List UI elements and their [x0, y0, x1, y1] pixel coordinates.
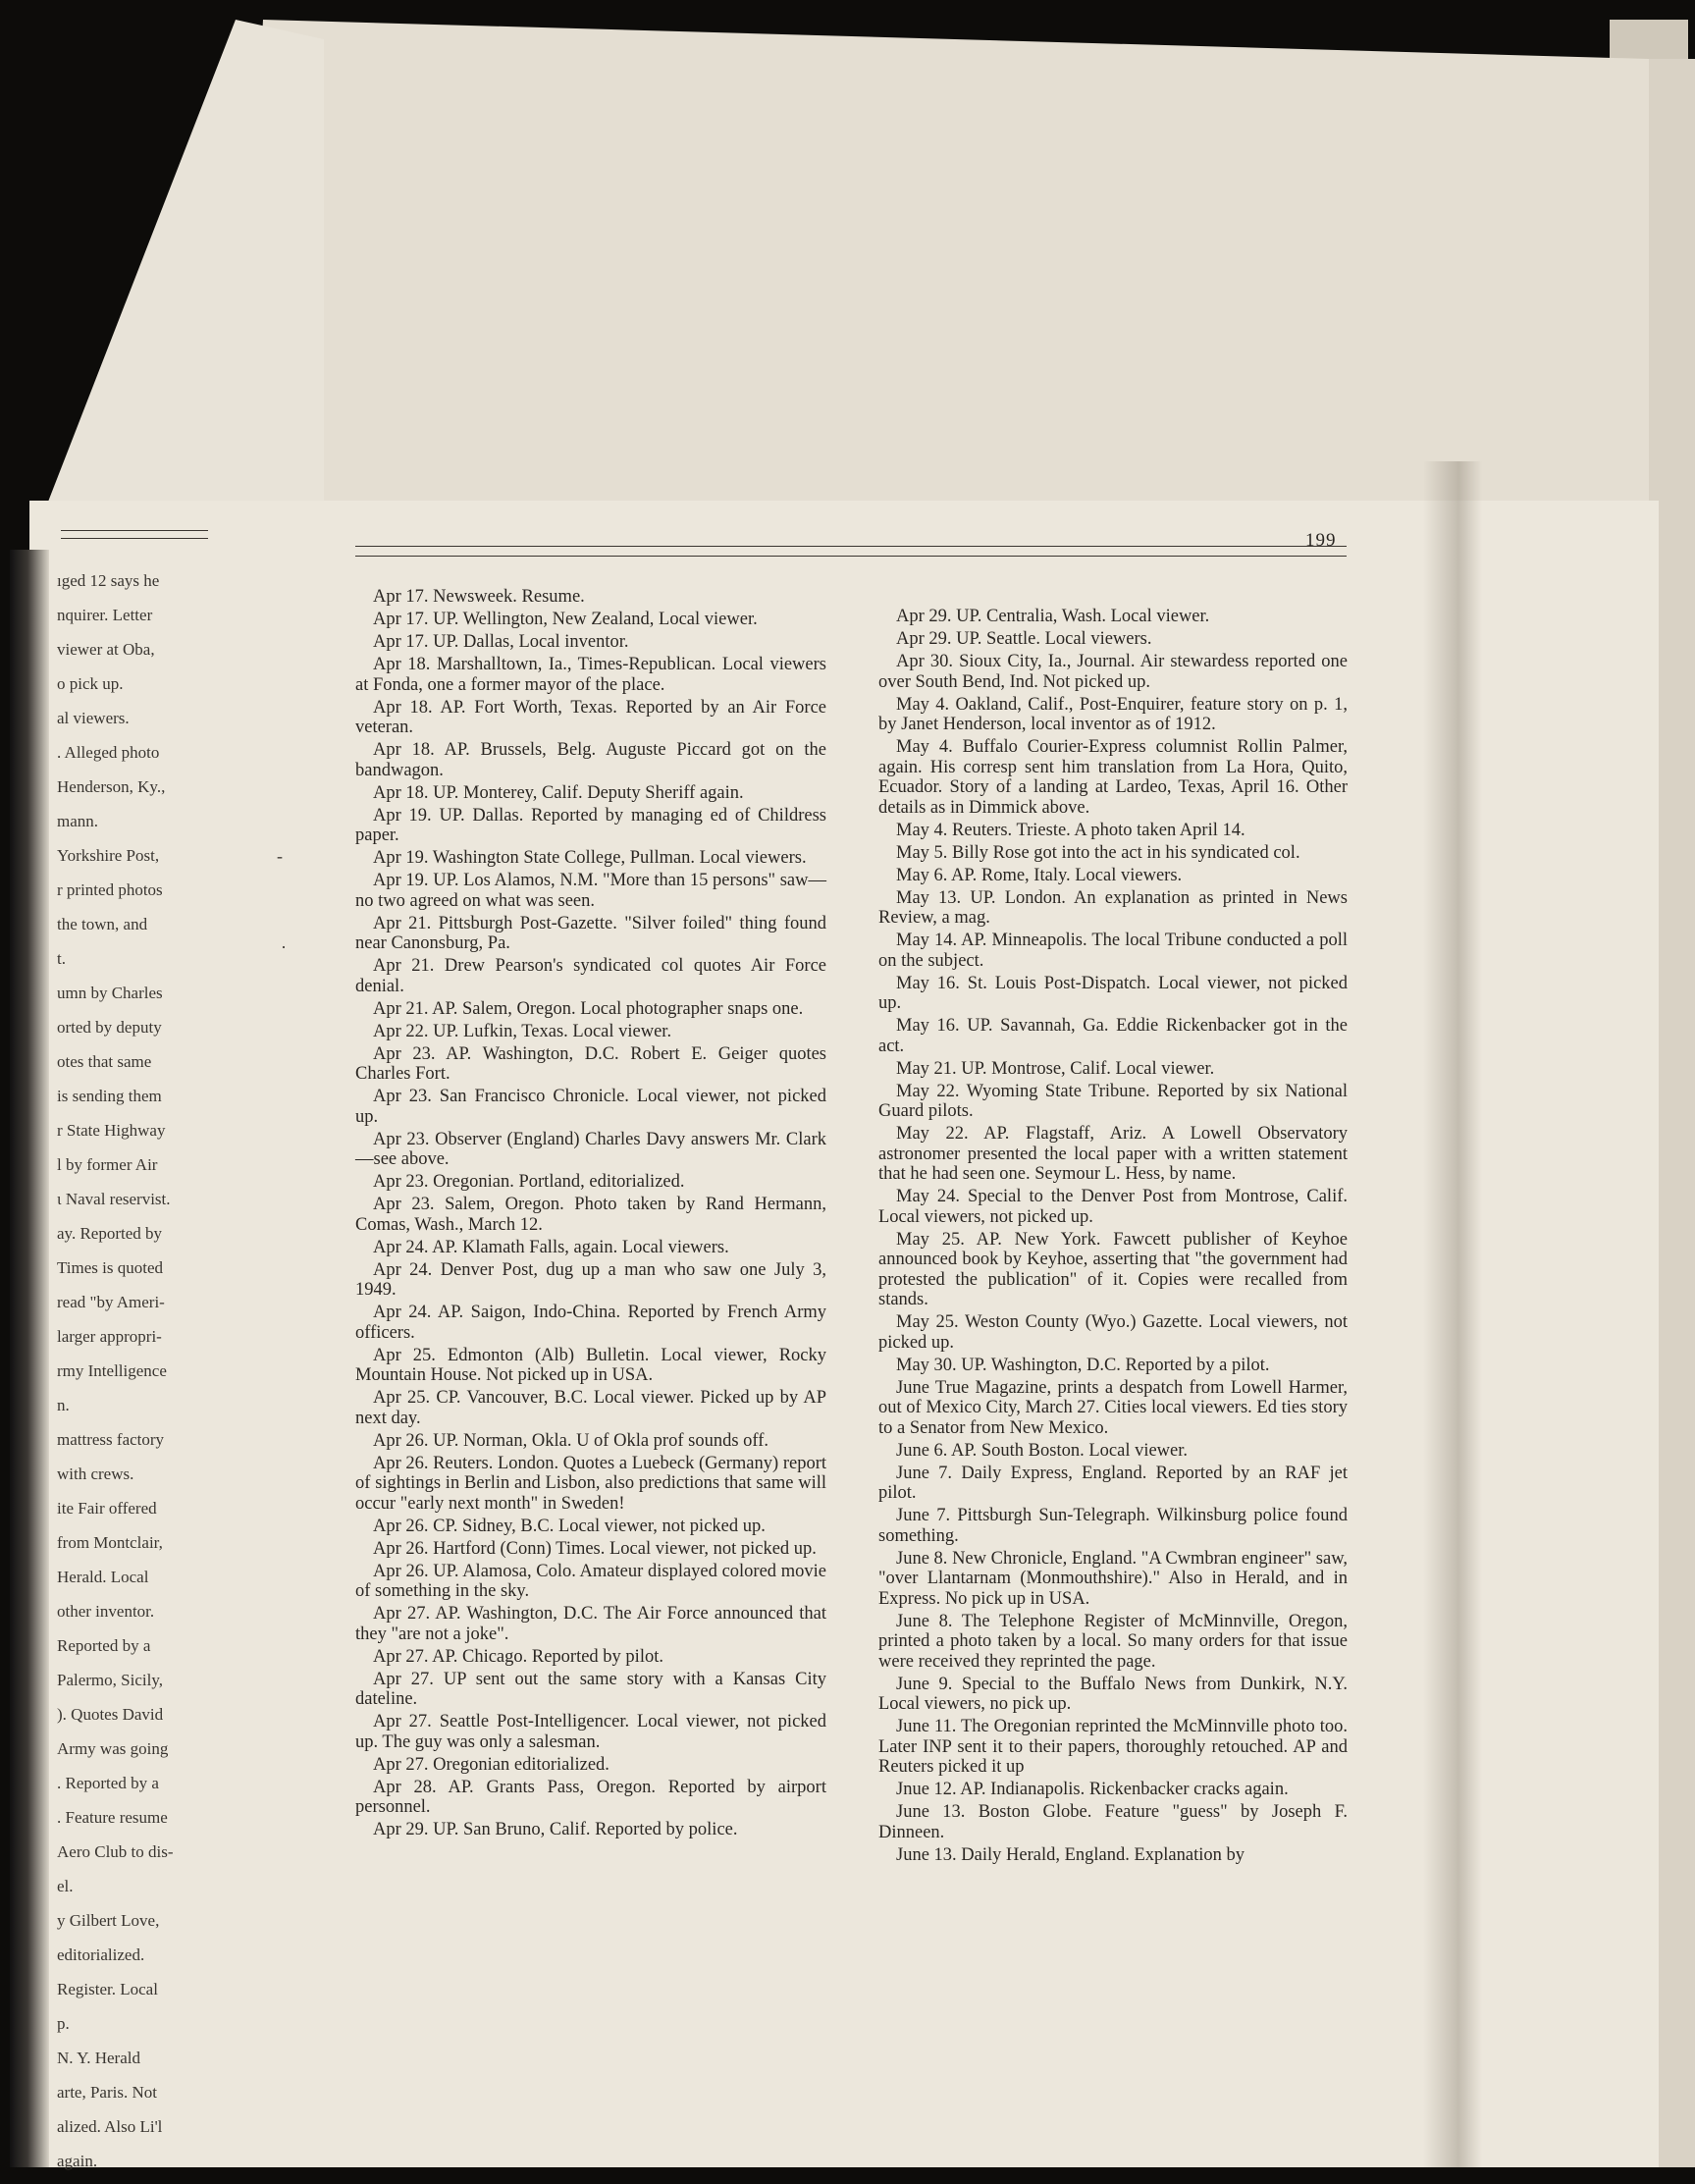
entry-paragraph: June 8. New Chronicle, England. "A Cwmbran engineer" saw, "over Llantarnam (Monmouthshire)." Also in Herald, and in Express. No pick up in USA.	[878, 1548, 1348, 1609]
top-sheet-fold	[236, 20, 1649, 510]
entry-paragraph: Apr 17. Newsweek. Resume.	[373, 587, 585, 607]
entry-paragraph: Apr 26. CP. Sidney, B.C. Local viewer, not picked up.	[373, 1516, 766, 1536]
entry-paragraph: Apr 18. AP. Fort Worth, Texas. Reported by an Air Force veteran.	[355, 697, 826, 737]
left-fragment-line: al viewers.	[57, 709, 130, 727]
left-fragment-line: Herald. Local	[57, 1568, 149, 1586]
left-fragment-line: Yorkshire Post,	[57, 846, 160, 865]
entry-paragraph: Apr 17. UP. Dallas, Local inventor.	[373, 632, 629, 652]
entry-paragraph: Apr 29. UP. Centralia, Wash. Local viewer.	[896, 607, 1210, 626]
entry-paragraph: Apr 26. Reuters. London. Quotes a Luebeck (Germany) report of sightings in Berlin and Lisbon, also predictions that same will occur "early next month" in Sweden!	[355, 1453, 826, 1514]
left-fragment-line: mann.	[57, 812, 99, 830]
entry-paragraph: Apr 28. AP. Grants Pass, Oregon. Reported by airport personnel.	[355, 1777, 826, 1817]
entry-paragraph: Apr 30. Sioux City, Ia., Journal. Air stewardess reported one over South Bend, Ind. Not picked up.	[878, 652, 1348, 692]
gutter-shadow	[1423, 461, 1482, 2167]
left-fragment-line: ıged 12 says he	[57, 571, 160, 590]
entry-paragraph: Apr 25. Edmonton (Alb) Bulletin. Local viewer, Rocky Mountain House. Not picked up in USA.	[355, 1345, 826, 1385]
entry-paragraph: Apr 23. Oregonian. Portland, editorialized.	[373, 1172, 685, 1192]
entry-paragraph: June 7. Pittsburgh Sun-Telegraph. Wilkinsburg police found something.	[878, 1506, 1348, 1546]
left-fragment-line: rmy Intelligence	[57, 1361, 167, 1380]
entry-paragraph: Apr 27. AP. Chicago. Reported by pilot.	[373, 1646, 663, 1667]
left-fragment-line: again.	[57, 2152, 98, 2170]
left-fragment-line: with crews.	[57, 1465, 134, 1483]
header-rule-top	[355, 546, 1347, 547]
entry-paragraph: May 21. UP. Montrose, Calif. Local viewer.	[896, 1058, 1215, 1079]
left-fragment-line: mattress factory	[57, 1430, 165, 1449]
left-fragment-line: y Gilbert Love,	[57, 1911, 160, 1930]
mark-dash: -	[277, 846, 283, 866]
left-fragment-line: . Feature resume	[57, 1808, 168, 1827]
left-fragment-line: t.	[57, 949, 66, 968]
entry-paragraph: Apr 24. AP. Saigon, Indo-China. Reported by French Army officers.	[355, 1303, 826, 1343]
entry-paragraph: Apr 19. Washington State College, Pullman. Local viewers.	[373, 848, 807, 868]
entry-paragraph: Jnue 12. AP. Indianapolis. Rickenbacker cracks again.	[896, 1780, 1289, 1799]
entry-paragraph: June 11. The Oregonian reprinted the McMinnville photo too. Later INP sent it to their papers, thoroughly retouched. AP and Reuters picked it up	[878, 1717, 1348, 1777]
left-fragment-line: editorialized.	[57, 1945, 145, 1964]
entry-paragraph: Apr 21. AP. Salem, Oregon. Local photographer snaps one.	[373, 998, 804, 1019]
entry-paragraph: Apr 27. Seattle Post-Intelligencer. Local viewer, not picked up. The guy was only a salesman.	[355, 1712, 826, 1752]
right-column	[878, 607, 1348, 1868]
entry-paragraph: May 6. AP. Rome, Italy. Local viewers.	[896, 865, 1183, 885]
left-fragment-line: read "by Ameri-	[57, 1293, 165, 1311]
page-number: 199	[1305, 530, 1337, 551]
left-fragment-line: Reported by a	[57, 1636, 151, 1655]
left-fragment-line: n.	[57, 1396, 70, 1414]
entry-paragraph: May 22. Wyoming State Tribune. Reported by six National Guard pilots.	[878, 1081, 1348, 1121]
entry-paragraph: Apr 23. Salem, Oregon. Photo taken by Rand Hermann, Comas, Wash., March 12.	[355, 1195, 826, 1235]
entry-paragraph: May 13. UP. London. An explanation as printed in News Review, a mag.	[878, 887, 1348, 928]
left-fragment-line: r printed photos	[57, 880, 163, 899]
left-fragment-line: r State Highway	[57, 1121, 166, 1140]
entry-paragraph: Apr 29. UP. San Bruno, Calif. Reported by police.	[373, 1820, 738, 1839]
entry-paragraph: Apr 24. AP. Klamath Falls, again. Local viewers.	[373, 1237, 729, 1257]
left-fragment-line: . Reported by a	[57, 1774, 159, 1792]
entry-paragraph: May 22. AP. Flagstaff, Ariz. A Lowell Observatory astronomer presented the local paper with a written statement that he had seen one. Seymour L. Hess, by name.	[878, 1124, 1348, 1184]
mark-dot: ·	[281, 937, 287, 957]
entry-paragraph: May 30. UP. Washington, D.C. Reported by a pilot.	[896, 1355, 1270, 1375]
entry-paragraph: Apr 29. UP. Seattle. Local viewers.	[896, 629, 1152, 649]
left-fragment-line: l by former Air	[57, 1155, 158, 1174]
header-rule-bottom	[355, 556, 1347, 557]
entry-paragraph: May 24. Special to the Denver Post from Montrose, Calif. Local viewers, not picked up.	[878, 1187, 1348, 1227]
left-fragment-line: ite Fair offered	[57, 1499, 157, 1518]
left-fragment-line: Register. Local	[57, 1980, 158, 1998]
entry-paragraph: June 8. The Telephone Register of McMinnville, Oregon, printed a photo taken by a local. So many orders for that issue were received they reprinted the page.	[878, 1611, 1348, 1672]
entry-paragraph: Apr 21. Drew Pearson's syndicated col quotes Air Force denial.	[355, 956, 826, 996]
left-fragment-line: N. Y. Herald	[57, 2049, 140, 2067]
entry-paragraph: Apr 27. Oregonian editorialized.	[373, 1754, 609, 1775]
left-fragment-line: ay. Reported by	[57, 1224, 163, 1243]
left-fragment-line: nquirer. Letter	[57, 606, 153, 624]
book-page	[29, 501, 1659, 2167]
entry-paragraph: Apr 23. Observer (England) Charles Davy answers Mr. Clark—see above.	[355, 1129, 826, 1169]
entry-paragraph: May 16. St. Louis Post-Dispatch. Local viewer, not picked up.	[878, 973, 1348, 1013]
entry-paragraph: Apr 23. AP. Washington, D.C. Robert E. Geiger quotes Charles Fort.	[355, 1043, 826, 1084]
left-fragment-line: Aero Club to dis-	[57, 1842, 174, 1861]
entry-paragraph: Apr 27. UP sent out the same story with a Kansas City dateline.	[355, 1669, 826, 1709]
left-fragment-line: ι Naval reservist.	[57, 1190, 171, 1208]
entry-paragraph: June 9. Special to the Buffalo News from Dunkirk, N.Y. Local viewers, no pick up.	[878, 1674, 1348, 1714]
left-fragment-line: umn by Charles	[57, 984, 163, 1002]
left-fragment-line: alized. Also Li'l	[57, 2117, 163, 2136]
entry-paragraph: Apr 22. UP. Lufkin, Texas. Local viewer.	[373, 1021, 672, 1041]
entry-paragraph: May 4. Reuters. Trieste. A photo taken April 14.	[896, 820, 1245, 840]
entry-paragraph: Apr 26. UP. Norman, Okla. U of Okla prof sounds off.	[373, 1430, 769, 1451]
left-fragment-line: Army was going	[57, 1739, 169, 1758]
entry-paragraph: May 16. UP. Savannah, Ga. Eddie Rickenbacker got in the act.	[878, 1016, 1348, 1056]
entry-paragraph: Apr 17. UP. Wellington, New Zealand, Local viewer.	[373, 610, 758, 629]
entry-paragraph: May 25. AP. New York. Fawcett publisher of Keyhoe announced book by Keyhoe, asserting that "the government had protested the publication" of it. Copies were recalled from stands.	[878, 1229, 1348, 1309]
entry-paragraph: June 7. Daily Express, England. Reported by an RAF jet pilot.	[878, 1463, 1348, 1503]
entry-paragraph: June 13. Boston Globe. Feature "guess" by Joseph F. Dinneen.	[878, 1802, 1348, 1842]
middle-column	[355, 587, 826, 1842]
left-fragment-line: Palermo, Sicily,	[57, 1671, 163, 1689]
left-fragment-line: is sending them	[57, 1087, 162, 1105]
left-fragment-line: the town, and	[57, 915, 148, 933]
entry-paragraph: Apr 21. Pittsburgh Post-Gazette. "Silver foiled" thing found near Canonsburg, Pa.	[355, 913, 826, 953]
left-fragment-line: orted by deputy	[57, 1018, 162, 1037]
entry-paragraph: May 5. Billy Rose got into the act in his syndicated col.	[896, 842, 1300, 863]
left-fragment-line: viewer at Oba,	[57, 640, 155, 659]
entry-paragraph: Apr 24. Denver Post, dug up a man who saw one July 3, 1949.	[355, 1259, 826, 1300]
left-fragment-line: el.	[57, 1877, 74, 1895]
entry-paragraph: Apr 27. AP. Washington, D.C. The Air Force announced that they "are not a joke".	[355, 1604, 826, 1644]
entry-paragraph: June 6. AP. South Boston. Local viewer.	[896, 1440, 1189, 1461]
left-fragment-line: larger appropri-	[57, 1327, 162, 1346]
entry-paragraph: May 25. Weston County (Wyo.) Gazette. Local viewers, not picked up.	[878, 1312, 1348, 1353]
entry-paragraph: June True Magazine, prints a despatch from Lowell Harmer, out of Mexico City, March 27. Cities local viewers. Ed ties story to a Senator from New Mexico.	[878, 1377, 1348, 1438]
left-fragment-line: . Alleged photo	[57, 743, 160, 762]
left-fragment-line: Times is quoted	[57, 1258, 164, 1277]
left-header-rule-bottom	[61, 538, 208, 539]
entry-paragraph: Apr 19. UP. Los Alamos, N.M. "More than 15 persons" saw—no two agreed on what was seen.	[355, 871, 826, 911]
left-fragment-line: o pick up.	[57, 674, 124, 693]
left-fragment-line: ). Quotes David	[57, 1705, 164, 1724]
left-scan-edge	[10, 550, 49, 2167]
entry-paragraph: May 4. Oakland, Calif., Post-Enquirer, feature story on p. 1, by Janet Henderson, local inventor as of 1912.	[878, 694, 1348, 734]
entry-paragraph: Apr 18. UP. Monterey, Calif. Deputy Sheriff again.	[373, 782, 744, 803]
left-header-rule-top	[61, 530, 208, 531]
entry-paragraph: May 14. AP. Minneapolis. The local Tribune conducted a poll on the subject.	[878, 931, 1348, 971]
left-fragment-line: otes that same	[57, 1052, 152, 1071]
entry-paragraph: Apr 18. AP. Brussels, Belg. Auguste Piccard got on the bandwagon.	[355, 740, 826, 780]
entry-paragraph: Apr 19. UP. Dallas. Reported by managing ed of Childress paper.	[355, 805, 826, 845]
entry-paragraph: Apr 26. Hartford (Conn) Times. Local viewer, not picked up.	[373, 1538, 817, 1559]
entry-paragraph: Apr 26. UP. Alamosa, Colo. Amateur displayed colored movie of something in the sky.	[355, 1561, 826, 1601]
left-fragment-line: arte, Paris. Not	[57, 2083, 157, 2102]
left-fragment-line: Henderson, Ky.,	[57, 777, 166, 796]
entry-paragraph: Apr 18. Marshalltown, Ia., Times-Republican. Local viewers at Fonda, one a former mayor of the place.	[355, 655, 826, 695]
entry-paragraph: June 13. Daily Herald, England. Explanation by	[896, 1844, 1245, 1865]
left-fragment-line: from Montclair,	[57, 1533, 163, 1552]
entry-paragraph: Apr 25. CP. Vancouver, B.C. Local viewer. Picked up by AP next day.	[355, 1388, 826, 1428]
left-fragment-line: other inventor.	[57, 1602, 155, 1621]
left-fragment-line: p.	[57, 2014, 70, 2033]
left-page-fragments	[57, 569, 224, 2184]
entry-paragraph: May 4. Buffalo Courier-Express columnist Rollin Palmer, again. His corresp sent him translation from La Hora, Quito, Ecuador. Story of a landing at Lardeo, Texas, April 16. Other details as in Dimmick above.	[878, 737, 1348, 818]
entry-paragraph: Apr 23. San Francisco Chronicle. Local viewer, not picked up.	[355, 1087, 826, 1127]
